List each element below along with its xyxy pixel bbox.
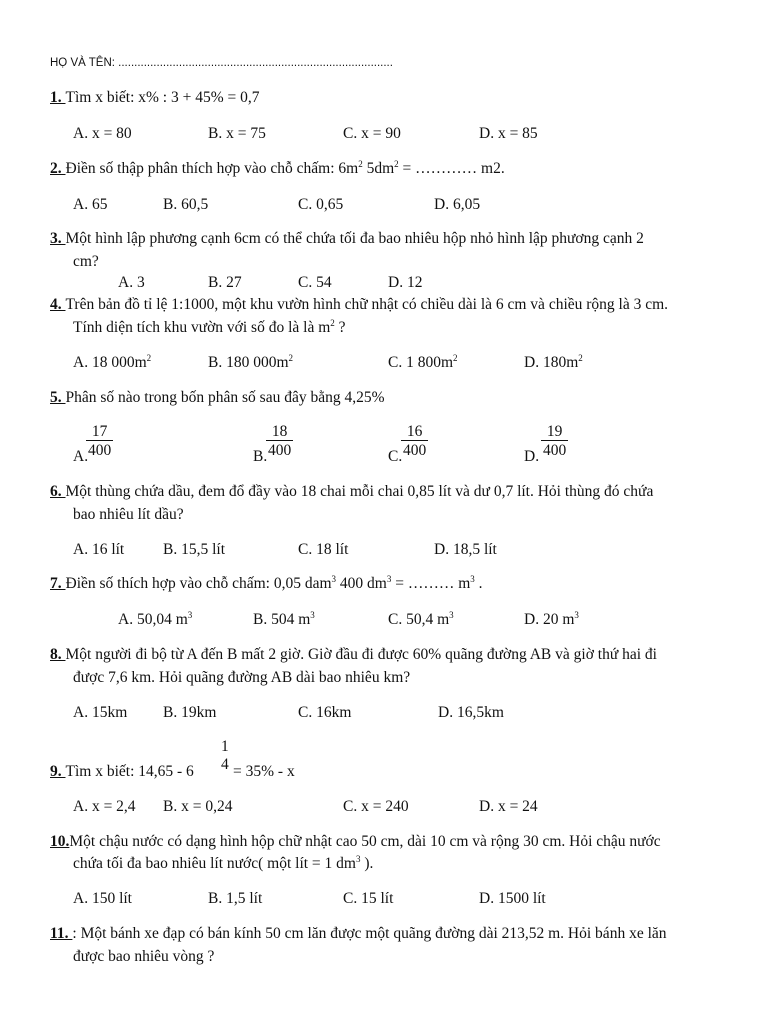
option-d: D. x = 24	[479, 798, 538, 815]
option-text: C. 1 800m	[388, 354, 454, 371]
question-number: 7.	[50, 575, 66, 592]
question-text: = ………… m2.	[398, 160, 505, 177]
option-text: C. 50,4 m	[388, 611, 450, 628]
option-d-fraction	[541, 424, 568, 458]
question-text: Điền số thập phân thích hợp vào chỗ chấm: 6m	[65, 160, 359, 177]
option-d: D. 16,5km	[438, 704, 504, 721]
option-text: D. 20 m	[524, 611, 575, 628]
option-a-letter: A.	[73, 448, 89, 465]
question-10	[50, 834, 661, 850]
superscript: 3	[449, 609, 454, 620]
superscript: 2	[330, 317, 335, 328]
superscript: 3	[187, 609, 193, 620]
superscript: 3	[310, 609, 315, 620]
option-a: A. 150 lít	[73, 890, 132, 907]
option-a: A. 65	[73, 196, 108, 213]
superscript: 2	[146, 352, 152, 363]
option-a	[73, 352, 152, 371]
option-b: B. 19km	[163, 704, 217, 721]
option-b	[208, 352, 294, 371]
question-text: Tính diện tích khu vườn với số đo là là m	[73, 319, 331, 336]
question-text: = ……… m	[391, 575, 471, 592]
option-d: D. x = 85	[479, 125, 538, 142]
option-d: D. 6,05	[434, 196, 481, 213]
option-text: B. 180 000m	[208, 354, 289, 371]
option-d: D. 12	[388, 274, 423, 291]
student-name-field: HỌ VÀ TÊN: ......................................................................................	[50, 57, 393, 69]
option-b: B. x = 75	[208, 125, 266, 142]
option-a-fraction	[86, 424, 113, 458]
option-text: B. 504 m	[253, 611, 311, 628]
option-c	[388, 352, 458, 371]
question-number: 3.	[50, 230, 66, 247]
question-6	[50, 484, 653, 500]
question-text: Một chậu nước có dạng hình hộp chữ nhật cao 50 cm, dài 10 cm và rộng 30 cm. Hỏi chậu nước	[69, 833, 661, 850]
option-d-letter: D.	[524, 448, 540, 465]
denominator: 400	[268, 441, 292, 459]
option-c	[388, 609, 454, 628]
question-4	[50, 297, 668, 313]
question-number: 8.	[50, 646, 66, 663]
denominator: 4	[221, 755, 229, 773]
question-1	[50, 90, 260, 106]
superscript: 2	[578, 352, 583, 363]
superscript: 3	[574, 609, 579, 620]
option-b: B. 27	[208, 274, 242, 291]
option-b	[253, 609, 315, 628]
question-number: 11.	[50, 925, 73, 942]
question-text: .	[474, 575, 483, 592]
option-text: D. 180m	[524, 354, 579, 371]
question-text: Một thùng chứa dầu, đem đổ đầy vào 18 chai mỗi chai 0,85 lít và dư 0,7 lít. Hỏi thùng đó chứa	[65, 483, 654, 500]
question-text: Trên bản đồ tỉ lệ 1:1000, một khu vườn hình chữ nhật có chiều dài là 6 cm và chiều rộng là 3 cm.	[65, 296, 669, 313]
question-2	[50, 158, 505, 177]
question-text: 400 dm	[336, 575, 387, 592]
question-5	[50, 390, 385, 406]
question-number: 6.	[50, 483, 66, 500]
denominator: 400	[403, 441, 427, 459]
option-d: D. 1500 lít	[479, 890, 546, 907]
question-number: 10.	[50, 833, 70, 850]
option-d	[524, 352, 583, 371]
question-text: Một người đi bộ từ A đến B mất 2 giờ. Giờ đầu đi được 60% quãng đường AB và giờ thứ hai đi	[65, 646, 657, 663]
option-text: A. 18 000m	[73, 354, 147, 371]
question-4-line-2	[73, 317, 346, 336]
option-d: D. 18,5 lít	[434, 541, 497, 558]
question-9	[50, 764, 194, 780]
question-text: ?	[334, 319, 346, 336]
numerator: 1	[221, 738, 229, 755]
option-b: B. 15,5 lít	[163, 541, 226, 558]
option-a: A. x = 2,4	[73, 798, 136, 815]
option-b: B. 1,5 lít	[208, 890, 263, 907]
question-number: 1.	[50, 89, 66, 106]
option-a: A. 3	[118, 274, 145, 291]
question-text: ).	[360, 855, 374, 872]
numerator: 18	[271, 423, 288, 440]
question-number: 2.	[50, 160, 66, 177]
option-c-fraction	[401, 424, 428, 458]
mixed-number-fraction	[219, 739, 231, 772]
question-text: Tìm x biết: 14,65 - 6	[65, 763, 194, 780]
question-text: Điền số thích hợp vào chỗ chấm: 0,05 dam	[65, 575, 332, 592]
question-text: Phân số nào trong bốn phân số sau đây bằng 4,25%	[65, 389, 385, 406]
option-a: A. 16 lít	[73, 541, 125, 558]
option-text: A. 50,04 m	[118, 611, 188, 628]
question-11-line-2: được bao nhiêu vòng ?	[73, 948, 215, 965]
numerator: 16	[406, 423, 423, 440]
question-text: chứa tối đa bao nhiêu lít nước( một lít = 1 dm	[73, 855, 356, 872]
option-c: C. x = 90	[343, 125, 401, 142]
option-c: C. 15 lít	[343, 890, 394, 907]
question-11	[50, 926, 667, 942]
superscript: 2	[394, 158, 399, 169]
question-text: Một hình lập phương cạnh 6cm có thể chứa tối đa bao nhiêu hộp nhỏ hình lập phương cạnh 2	[65, 230, 644, 247]
question-3	[50, 231, 644, 247]
superscript: 3	[470, 573, 475, 584]
question-text: : Một bánh xe đạp có bán kính 50 cm lăn được một quãng đường dài 213,52 m. Hỏi bánh xe lăn	[72, 925, 667, 942]
superscript: 3	[331, 573, 337, 584]
option-c-letter: C.	[388, 448, 403, 465]
question-8	[50, 647, 657, 663]
option-a: A. x = 80	[73, 125, 132, 142]
option-c: C. 16km	[298, 704, 352, 721]
question-6-line-2: bao nhiêu lít dầu?	[73, 506, 184, 523]
question-10-line-2	[73, 853, 374, 872]
question-number: 5.	[50, 389, 66, 406]
option-b: B. x = 0,24	[163, 798, 233, 815]
question-text: 5dm	[362, 160, 395, 177]
question-number: 4.	[50, 296, 66, 313]
option-a: A. 15km	[73, 704, 128, 721]
option-b: B. 60,5	[163, 196, 209, 213]
option-b-fraction	[266, 424, 293, 458]
denominator: 400	[543, 441, 567, 459]
superscript: 2	[358, 158, 363, 169]
denominator: 400	[88, 441, 112, 459]
superscript: 2	[453, 352, 458, 363]
question-9-rhs: = 35% - x	[233, 763, 295, 780]
option-d	[524, 609, 579, 628]
option-c: C. 18 lít	[298, 541, 349, 558]
question-8-line-2: được 7,6 km. Hỏi quãng đường AB dài bao nhiêu km?	[73, 669, 411, 686]
superscript: 3	[355, 853, 361, 864]
option-c: C. 54	[298, 274, 332, 291]
superscript: 3	[386, 573, 392, 584]
option-b-letter: B.	[253, 448, 268, 465]
option-c: C. x = 240	[343, 798, 409, 815]
option-c: C. 0,65	[298, 196, 344, 213]
numerator: 17	[91, 423, 108, 440]
question-3-line-2: cm?	[73, 253, 99, 270]
question-7	[50, 573, 483, 592]
superscript: 2	[288, 352, 294, 363]
option-a	[118, 609, 193, 628]
numerator: 19	[546, 423, 563, 440]
question-number: 9.	[50, 763, 66, 780]
question-text: Tìm x biết: x% : 3 + 45% = 0,7	[65, 89, 260, 106]
